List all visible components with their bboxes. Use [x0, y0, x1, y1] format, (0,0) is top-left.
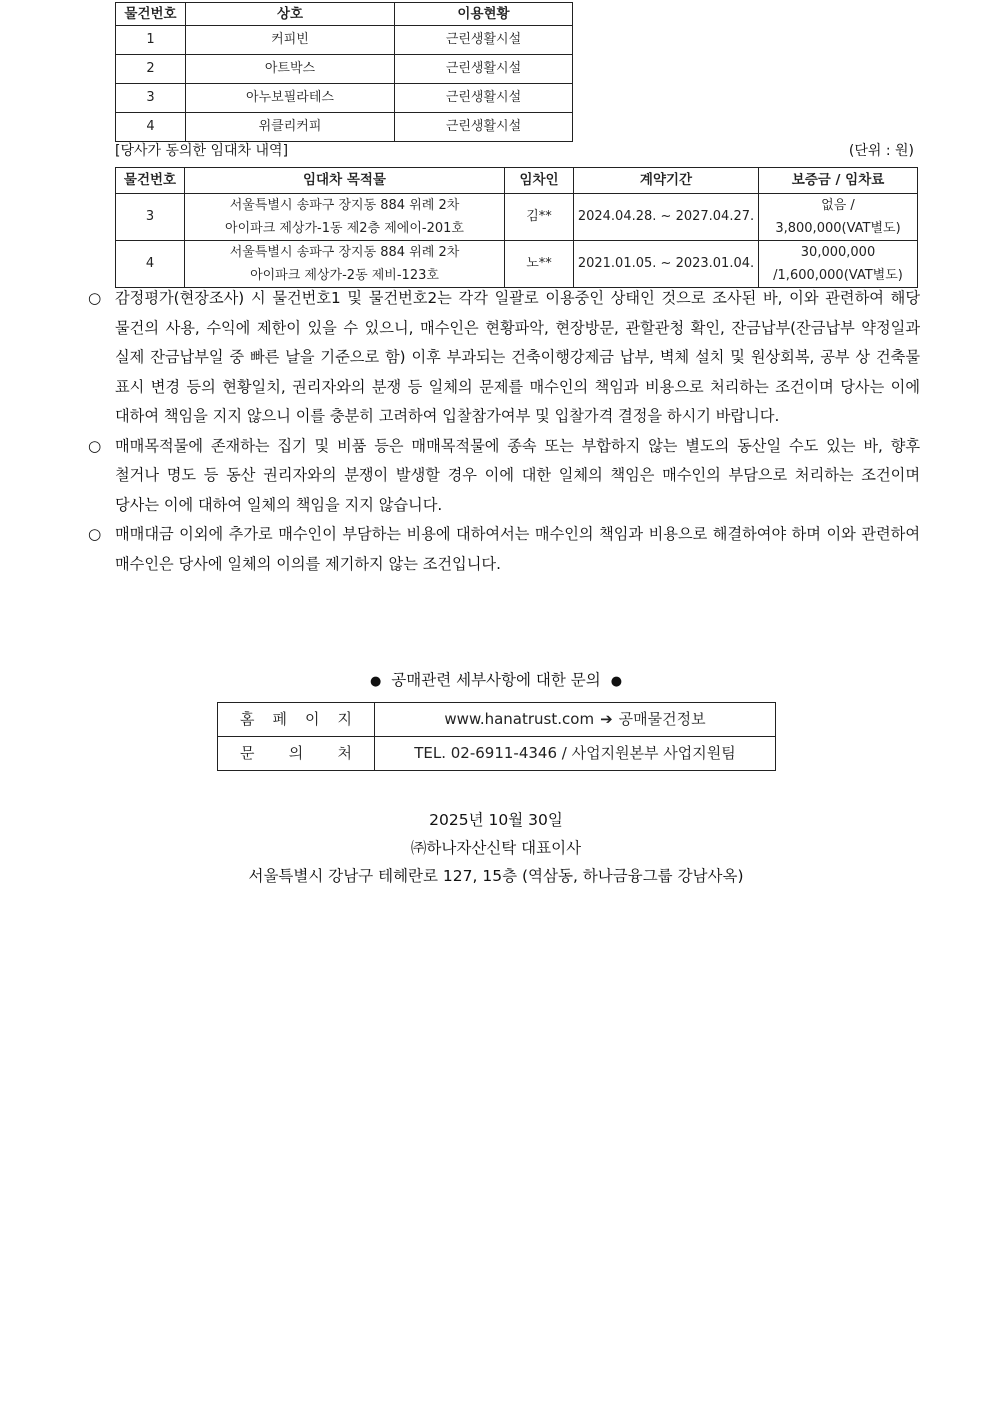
lease-target-line: 서울특별시 송파구 장지동 884 위례 2차	[229, 245, 460, 260]
table-cell: 2	[116, 55, 186, 84]
table-row	[116, 26, 573, 55]
table-cell: 4	[116, 241, 185, 288]
homepage-target: 공매물건정보	[618, 710, 706, 728]
company-address: 서울특별시 강남구 테헤란로 127, 15층 (역삼동, 하나금융그룹 강남사옥)	[248, 867, 744, 885]
arrow-right-icon: ➔	[600, 710, 613, 728]
table-cell: 김**	[505, 194, 574, 241]
note-text: 매매대금 이외에 추가로 매수인이 부담하는 비용에 대하여서는 매수인의 책임과 비용으로 해결하여야 하며 이와 관련하여 매수인은 당사에 일체의 이의를 제기하지 않는 조건입니다.	[115, 525, 920, 573]
company-name: ㈜하나자산신탁 대표이사	[410, 839, 582, 857]
column-header: 임대차 목적물	[185, 168, 505, 194]
lease-target-line: 서울특별시 송파구 장지동 884 위례 2차	[229, 198, 460, 213]
lease-target-cell	[185, 241, 505, 288]
note-item	[88, 284, 920, 432]
table-cell: 2024.04.28. ~ 2027.04.27.	[574, 194, 759, 241]
homepage-value	[375, 703, 776, 737]
note-text: 매매목적물에 존재하는 집기 및 비품 등은 매매목적물에 종속 또는 부합하지 않는 별도의 동산일 수도 있는 바, 향후 철거나 명도 등 동산 권리자와의 분쟁이 발생할 경우 이에 대한 일체의 책임은 매수인의 부담으로 처리하는 조건이며 당사는 이에 대하여 일체의 책임을 지지 않습니다.	[115, 436, 920, 514]
column-header: 이용현황	[395, 3, 573, 26]
table-row	[218, 737, 776, 771]
note-text: 감정평가(현장조사) 시 물건번호1 및 물건번호2는 각각 일괄로 이용중인 상태인 것으로 조사된 바, 이와 관련하여 해당 물건의 사용, 수익에 제한이 있을 수 있으니, 매수인은 현황파악, 현장방문, 관할관청 확인, 잔금납부(잔금납부 약정일과 실제 잔금납부일 중 빠른 날을 기준으로 함) 이후 부과되는 건축이행강제금 납부, 벽체 설치 및 원상회복, 공부 상 건축물 표시 변경 등의 현황일치, 권리자와의 분쟁 등 일체의 문제를 매수인의 책임과 비용으로 처리하는 조건이며 당사는 이에 대하여 책임을 지지 않으니 이를 충분히 고려하여 입찰참가여부 및 입찰가격 결정을 하시기 바랍니다.	[115, 289, 920, 425]
column-header: 상호	[186, 3, 395, 26]
table-cell: 커피빈	[186, 26, 395, 55]
table-cell: 근린생활시설	[395, 55, 573, 84]
table-cell: 2021.01.05. ~ 2023.01.04.	[574, 241, 759, 288]
contact-label: 문 의 처	[218, 737, 375, 771]
table-cell: 4	[116, 113, 186, 142]
notes-list	[88, 284, 920, 579]
column-header: 임차인	[505, 168, 574, 194]
table-cell: 아트박스	[186, 55, 395, 84]
table-cell: 아누보필라테스	[186, 84, 395, 113]
issue-date: 2025년 10월 30일	[429, 811, 563, 829]
table-row	[116, 113, 573, 142]
table-row	[116, 241, 918, 288]
inquiry-title-text: 공매관련 세부사항에 대한 문의	[391, 671, 601, 689]
table-cell: 3	[116, 84, 186, 113]
table-cell: 노**	[505, 241, 574, 288]
unit-label: (단위 : 원)	[848, 143, 914, 159]
table-row	[116, 194, 918, 241]
deposit-cell	[759, 194, 918, 241]
table-header-row	[116, 3, 573, 26]
homepage-label: 홈 페 이 지	[218, 703, 375, 737]
table-cell: 근린생활시설	[395, 113, 573, 142]
inquiry-title	[0, 668, 992, 690]
lease-target-line: 아이파크 제상가-1동 제2층 제에이-201호	[225, 221, 464, 236]
table-cell: 1	[116, 26, 186, 55]
bullet-dot-icon: ●	[369, 674, 382, 689]
deposit-cell	[759, 241, 918, 288]
lease-target-line: 아이파크 제상가-2동 제비-123호	[250, 268, 439, 283]
contact-table	[217, 702, 776, 771]
table-cell: 위클리커피	[186, 113, 395, 142]
column-header: 보증금 / 임차료	[759, 168, 918, 194]
table-row	[218, 703, 776, 737]
bullet-icon: ○	[88, 525, 102, 543]
homepage-link[interactable]: www.hanatrust.com	[444, 710, 595, 728]
table-cell: 근린생활시설	[395, 84, 573, 113]
column-header: 물건번호	[116, 168, 185, 194]
lease-caption: [당사가 동의한 임대차 내역]	[115, 143, 289, 159]
bullet-dot-icon: ●	[610, 674, 623, 689]
note-item	[88, 520, 920, 579]
column-header: 물건번호	[116, 3, 186, 26]
contact-value: TEL. 02-6911-4346 / 사업지원본부 사업지원팀	[375, 737, 776, 771]
lease-caption-row	[115, 140, 917, 160]
bullet-icon: ○	[88, 436, 102, 455]
deposit-line: 3,800,000(VAT별도)	[775, 221, 901, 236]
table-cell: 3	[116, 194, 185, 241]
table-row	[116, 84, 573, 113]
table-header-row	[116, 168, 918, 194]
lease-target-cell	[185, 194, 505, 241]
deposit-line: 30,000,000	[800, 245, 876, 260]
column-header: 계약기간	[574, 168, 759, 194]
table-cell: 근린생활시설	[395, 26, 573, 55]
note-item	[88, 432, 920, 521]
bullet-icon: ○	[88, 289, 102, 307]
lease-table	[115, 167, 918, 288]
deposit-line: 없음 /	[821, 198, 855, 213]
usage-status-table	[115, 2, 573, 142]
deposit-line: /1,600,000(VAT별도)	[773, 268, 903, 283]
table-row	[116, 55, 573, 84]
